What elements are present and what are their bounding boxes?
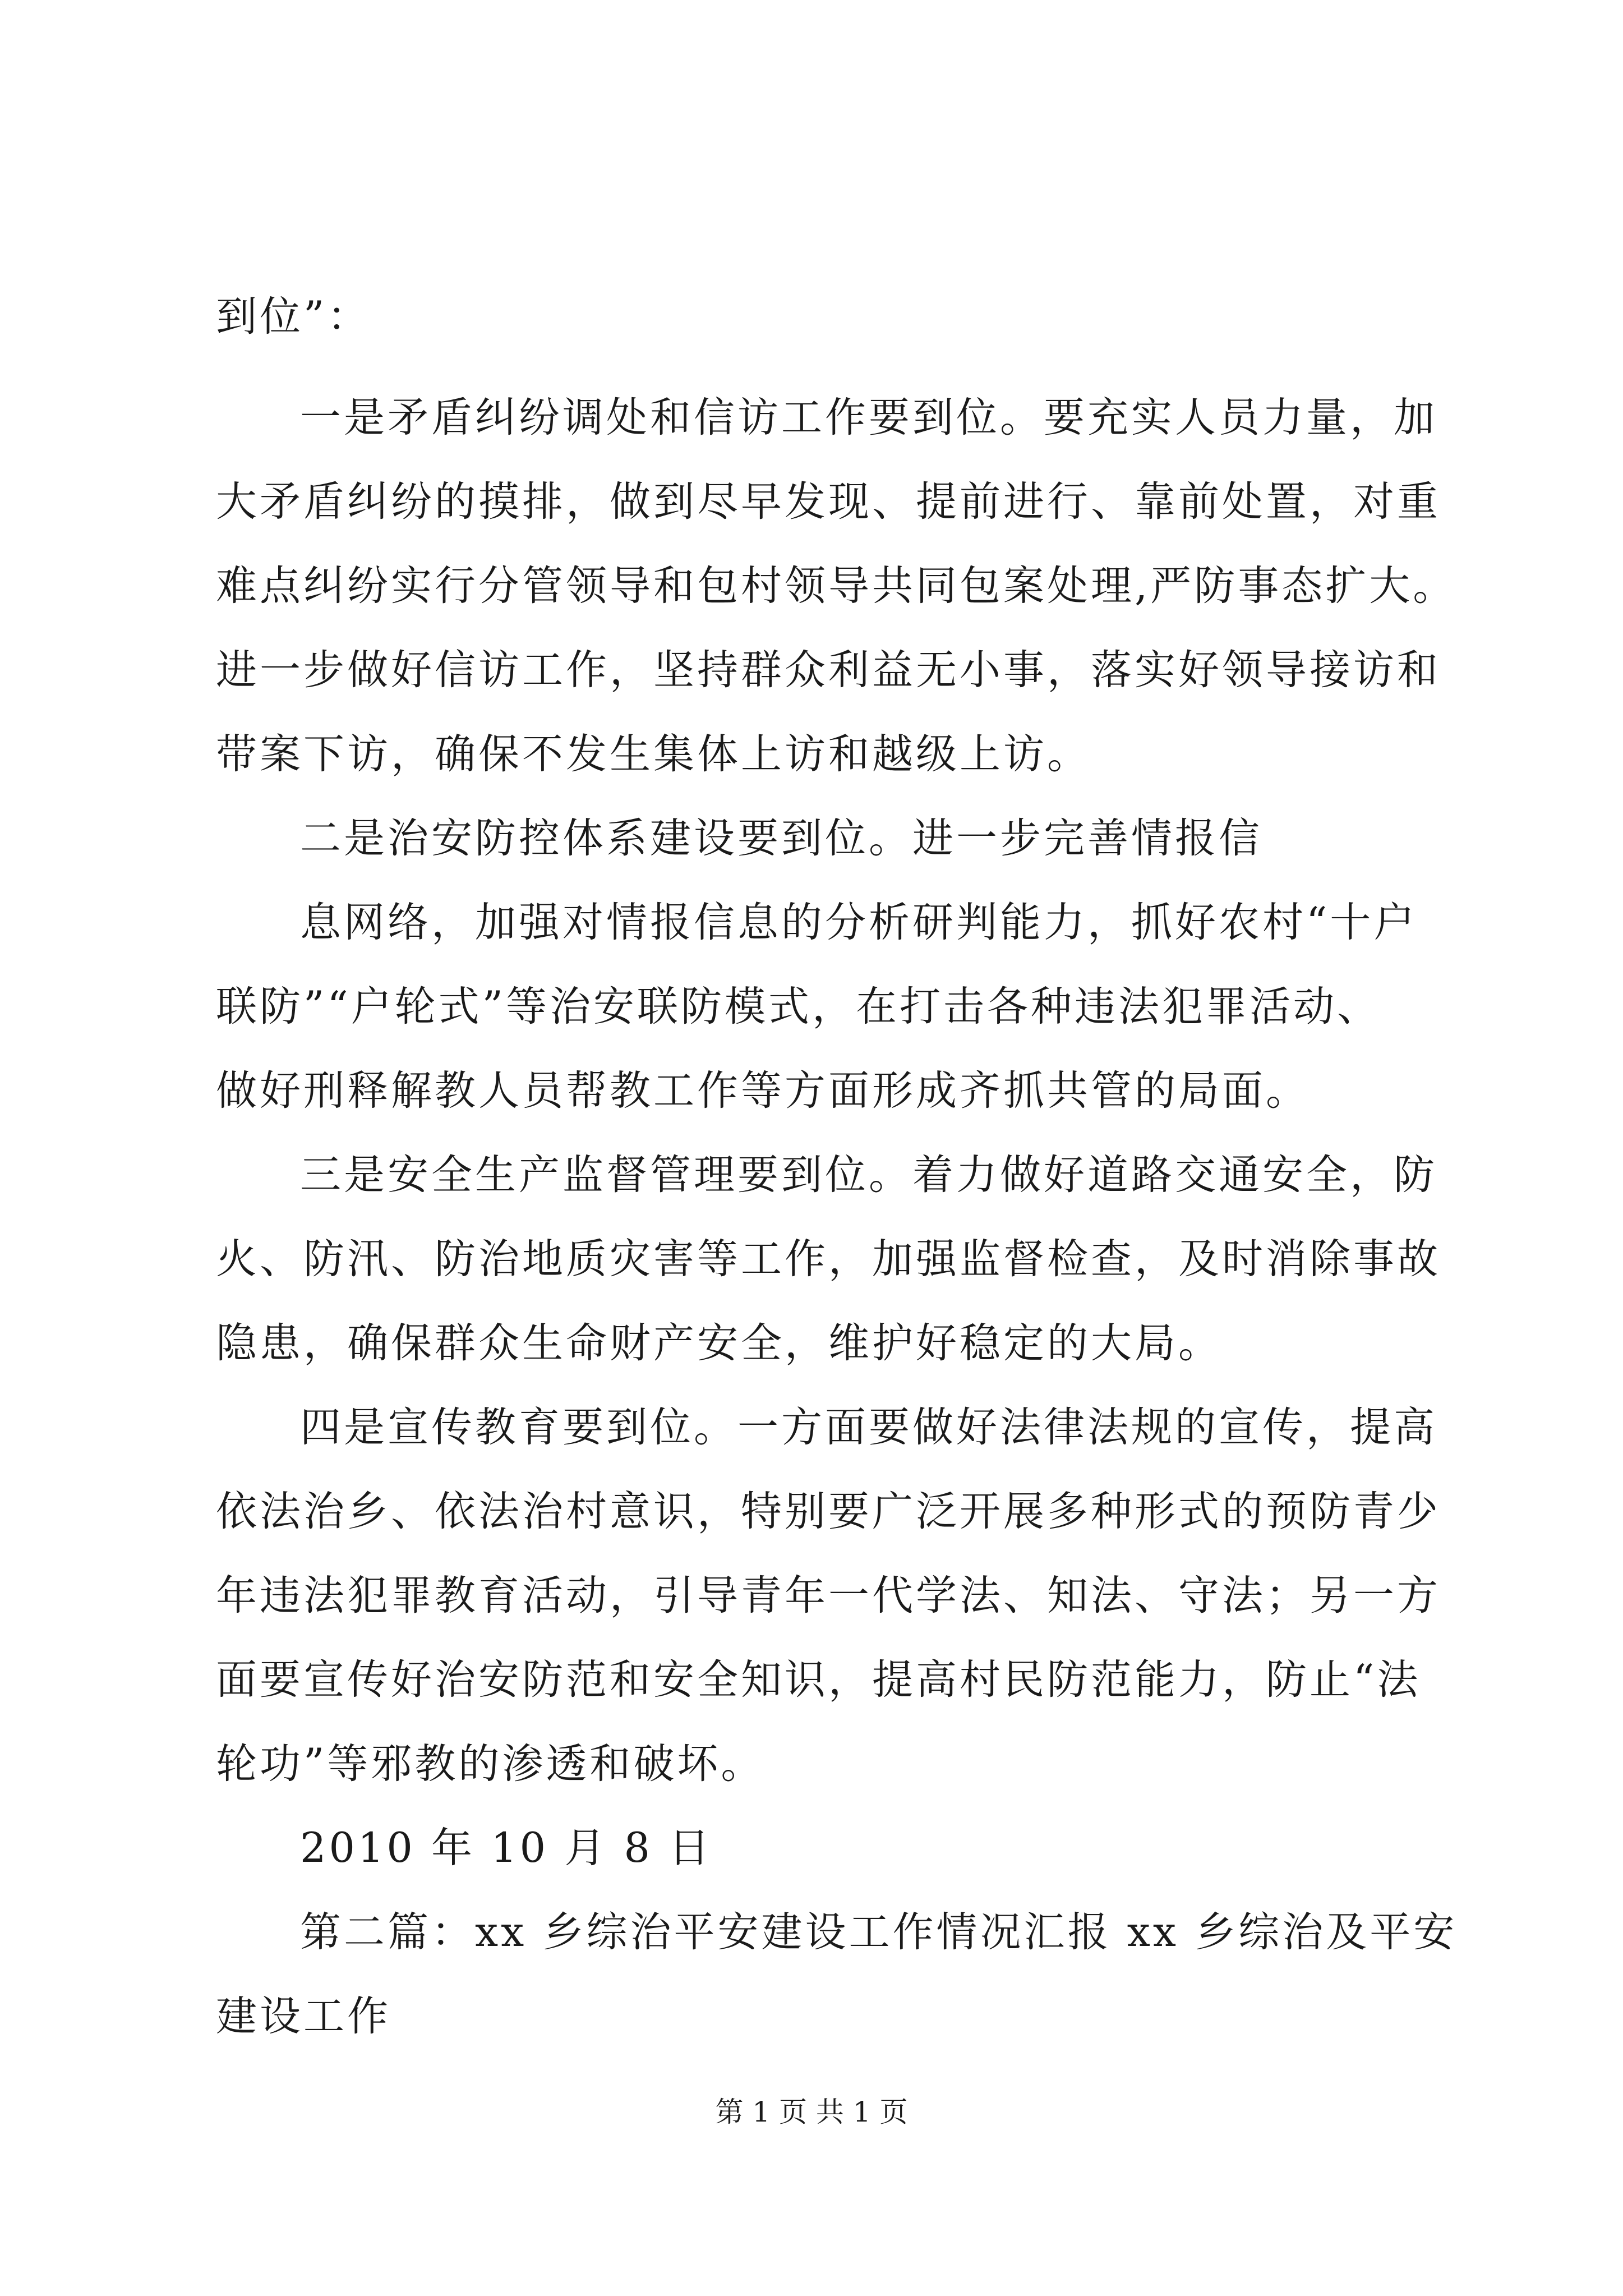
text-line-1: 到位”： [216, 293, 371, 341]
text-line-12: 火、防汛、防治地质灾害等工作，加强监督检查，及时消除事故 [216, 1235, 1441, 1283]
text-line-17: 面要宣传好治安防范和安全知识，提高村民防范能力，防止“法 [216, 1656, 1421, 1704]
text-line-6: 带案下访，确保不发生集体上访和越级上访。 [216, 730, 1091, 778]
page-footer: 第 1 页 共 1 页 [715, 2096, 908, 2128]
text-line-16: 年违法犯罪教育活动，引导青年一代学法、知法、守法；另一方 [216, 1572, 1441, 1619]
text-line-9: 联防”“户轮式”等治安联防模式，在打击各种违法犯罪活动、 [216, 983, 1381, 1030]
text-line-11: 三是安全生产监督管理要到位。着力做好道路交通安全，防 [300, 1151, 1437, 1199]
text-line-21: 建设工作 [216, 1993, 391, 2040]
text-line-5: 进一步做好信访工作，坚持群众利益无小事，落实好领导接访和 [216, 646, 1441, 694]
text-line-13: 隐患，确保群众生命财产安全，维护好稳定的大局。 [216, 1319, 1222, 1367]
text-line-14: 四是宣传教育要到位。一方面要做好法律法规的宣传，提高 [300, 1404, 1437, 1451]
text-line-18: 轮功”等邪教的渗透和破坏。 [216, 1740, 765, 1788]
text-line-20: 第二篇：xx 乡综治平安建设工作情况汇报 xx 乡综治及平安 [300, 1908, 1458, 1956]
text-line-7: 二是治安防控体系建设要到位。进一步完善情报信 [300, 815, 1262, 862]
text-line-8: 息网络，加强对情报信息的分析研判能力，抓好农村“十户 [300, 899, 1418, 946]
text-line-10: 做好刑释解教人员帮教工作等方面形成齐抓共管的局面。 [216, 1067, 1310, 1115]
text-line-2: 一是矛盾纠纷调处和信访工作要到位。要充实人员力量，加 [300, 394, 1437, 441]
date-line: 2010 年 10 月 8 日 [300, 1824, 713, 1872]
text-line-4: 难点纠纷实行分管领导和包村领导共同包案处理,严防事态扩大。 [216, 562, 1457, 610]
text-line-3: 大矛盾纠纷的摸排，做到尽早发现、提前进行、靠前处置，对重 [216, 478, 1441, 526]
text-line-15: 依法治乡、依法治村意识，特别要广泛开展多种形式的预防青少 [216, 1488, 1441, 1535]
